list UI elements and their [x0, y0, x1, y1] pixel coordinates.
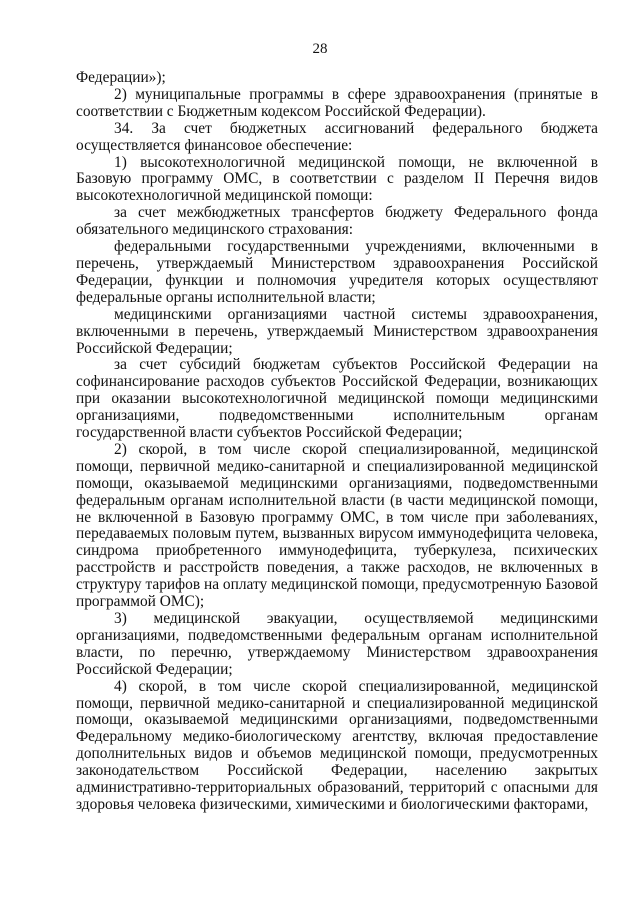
paragraph: 3) медицинской эвакуации, осуществляемой медицинскими организациями, подведомственными федеральным органам исполнительной власти, по перечню, утверждаемому Министерством здравоохранения Российской Федерации;: [76, 610, 598, 678]
page-number: 28: [312, 41, 328, 57]
paragraph: за счет субсидий бюджетам субъектов Российской Федерации на софинансирование расходов субъектов Российской Федерации, возникающих при оказании высокотехнологичной медицинской помощи медицинскими организациями, подведомственными исполнительным органам государственной власти субъектов Российской Федерации;: [76, 356, 598, 442]
paragraph: 1) высокотехнологичной медицинской помощи, не включенной в Базовую программу ОМС, в соответствии с разделом II Перечня видов высокотехнологичной медицинской помощи:: [76, 153, 598, 205]
paragraph: медицинскими организациями частной системы здравоохранения, включенными в перечень, утверждаемый Министерством здравоохранения Российской Федерации;: [76, 305, 598, 357]
paragraph: 4) скорой, в том числе скорой специализированной, медицинской помощи, первичной медико-санитарной и специализированной медицинской помощи, оказываемой медицинскими организациями, подведомственными Федеральному медико-биологическому агентству, включая предоставление дополнительных видов и объемов медицинской помощи, предусмотренных законодательством Российской Федерации, населению закрытых административно-территориальных образований, территорий с опасными для здоровья человека физическими, химическими и биологическими факторами,: [76, 677, 598, 813]
paragraph: 2) скорой, в том числе скорой специализированной, медицинской помощи, первичной медико-санитарной и специализированной медицинской помощи, оказываемой медицинскими организациями, подведомственными федеральным органам исполнительной власти (в части медицинской помощи, не включенной в Базовую программу ОМС, в том числе при заболеваниях, передаваемых половым путем, вызванных вирусом иммунодефицита человека, синдрома приобретенного иммунодефицита, туберкулеза, психических расстройств и расстройств поведения, а также расходов, не включенных в структуру тарифов на оплату медицинской помощи, предусмотренную Базовой программой ОМС);: [76, 440, 598, 611]
document-body: [76, 70, 598, 814]
paragraph: 2) муниципальные программы в сфере здравоохранения (принятые в соответствии с Бюджетным кодексом Российской Федерации).: [76, 85, 598, 120]
paragraph: 34. За счет бюджетных ассигнований федерального бюджета осуществляется финансовое обеспечение:: [76, 119, 598, 154]
paragraph: федеральными государственными учреждениями, включенными в перечень, утверждаемый Министерством здравоохранения Российской Федерации, функции и полномочия учредителя которых осуществляют федеральные органы исполнительной власти;: [76, 238, 598, 306]
paragraph: за счет межбюджетных трансфертов бюджету Федерального фонда обязательного медицинского страхования:: [76, 204, 598, 239]
paragraph: Федерации»);: [76, 69, 166, 86]
